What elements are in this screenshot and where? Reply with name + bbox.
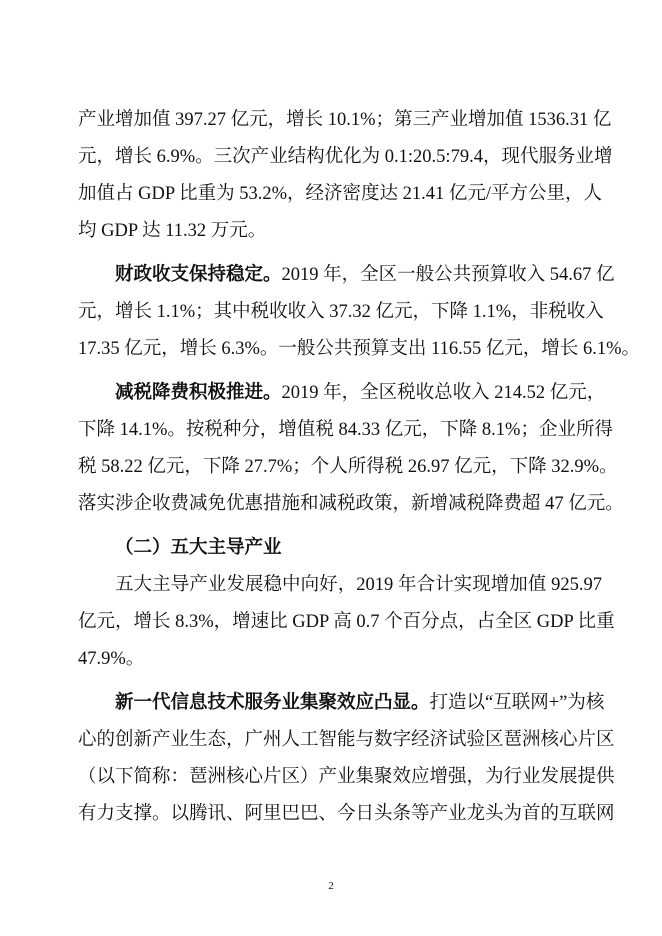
text-line: 有力支撑。以腾讯、阿里巴巴、今日头条等产业龙头为首的互联网 <box>78 804 615 824</box>
text-line: 产业增加值 397.27 亿元，增长 10.1%；第三产业增加值 1536.31 亿 <box>78 110 612 130</box>
text-line: 元，增长 1.1%；其中税收收入 37.32 亿元，下降 1.1%，非税收入 <box>78 302 604 322</box>
text-line: （以下简称：琶洲核心片区）产业集聚效应增强，为行业发展提供 <box>78 767 615 787</box>
text-line: 加值占 GDP 比重为 53.2%，经济密度达 21.41 亿元/平方公里，人 <box>78 184 602 204</box>
page-number: 2 <box>328 880 334 892</box>
text-line: 减税降费积极推进。2019 年，全区税收总收入 214.52 亿元， <box>115 383 606 403</box>
text-line: 税 58.22 亿元，下降 27.7%；个人所得税 26.97 亿元，下降 32.9%。 <box>78 457 618 477</box>
text-line: 均 GDP 达 11.32 万元。 <box>78 221 267 241</box>
section-heading: （二）五大主导产业 <box>115 538 282 558</box>
text-line: 下降 14.1%。按税种分，增值税 84.33 亿元，下降 8.1%；企业所得 <box>78 420 613 440</box>
text-line: 落实涉企收费减免优惠措施和减税政策，新增减税降费超 47 亿元。 <box>78 494 624 514</box>
text-line: 元，增长 6.9%。三次产业结构优化为 0.1:20.5:79.4，现代服务业增 <box>78 147 613 167</box>
paragraph-lead: 新一代信息技术服务业集聚效应凸显。 <box>115 693 430 713</box>
text-line: 新一代信息技术服务业集聚效应凸显。打造以“互联网+”为核 <box>115 693 605 713</box>
text-line: 心的创新产业生态，广州人工智能与数字经济试验区琶洲核心片区 <box>78 730 615 750</box>
paragraph-lead: 减税降费积极推进。 <box>115 383 282 403</box>
text-line: 五大主导产业发展稳中向好，2019 年合计实现增加值 925.97 <box>115 575 602 595</box>
paragraph-lead: 财政收支保持稳定。 <box>115 265 282 285</box>
text-line: 亿元，增长 8.3%，增速比 GDP 高 0.7 个百分点，占全区 GDP 比重 <box>78 612 615 632</box>
text-line: 17.35 亿元，增长 6.3%。一般公共预算支出 116.55 亿元，增长 6.1%。 <box>78 339 641 359</box>
text-line: 47.9%。 <box>78 649 145 669</box>
text-line: 财政收支保持稳定。2019 年，全区一般公共预算收入 54.67 亿 <box>115 265 615 285</box>
